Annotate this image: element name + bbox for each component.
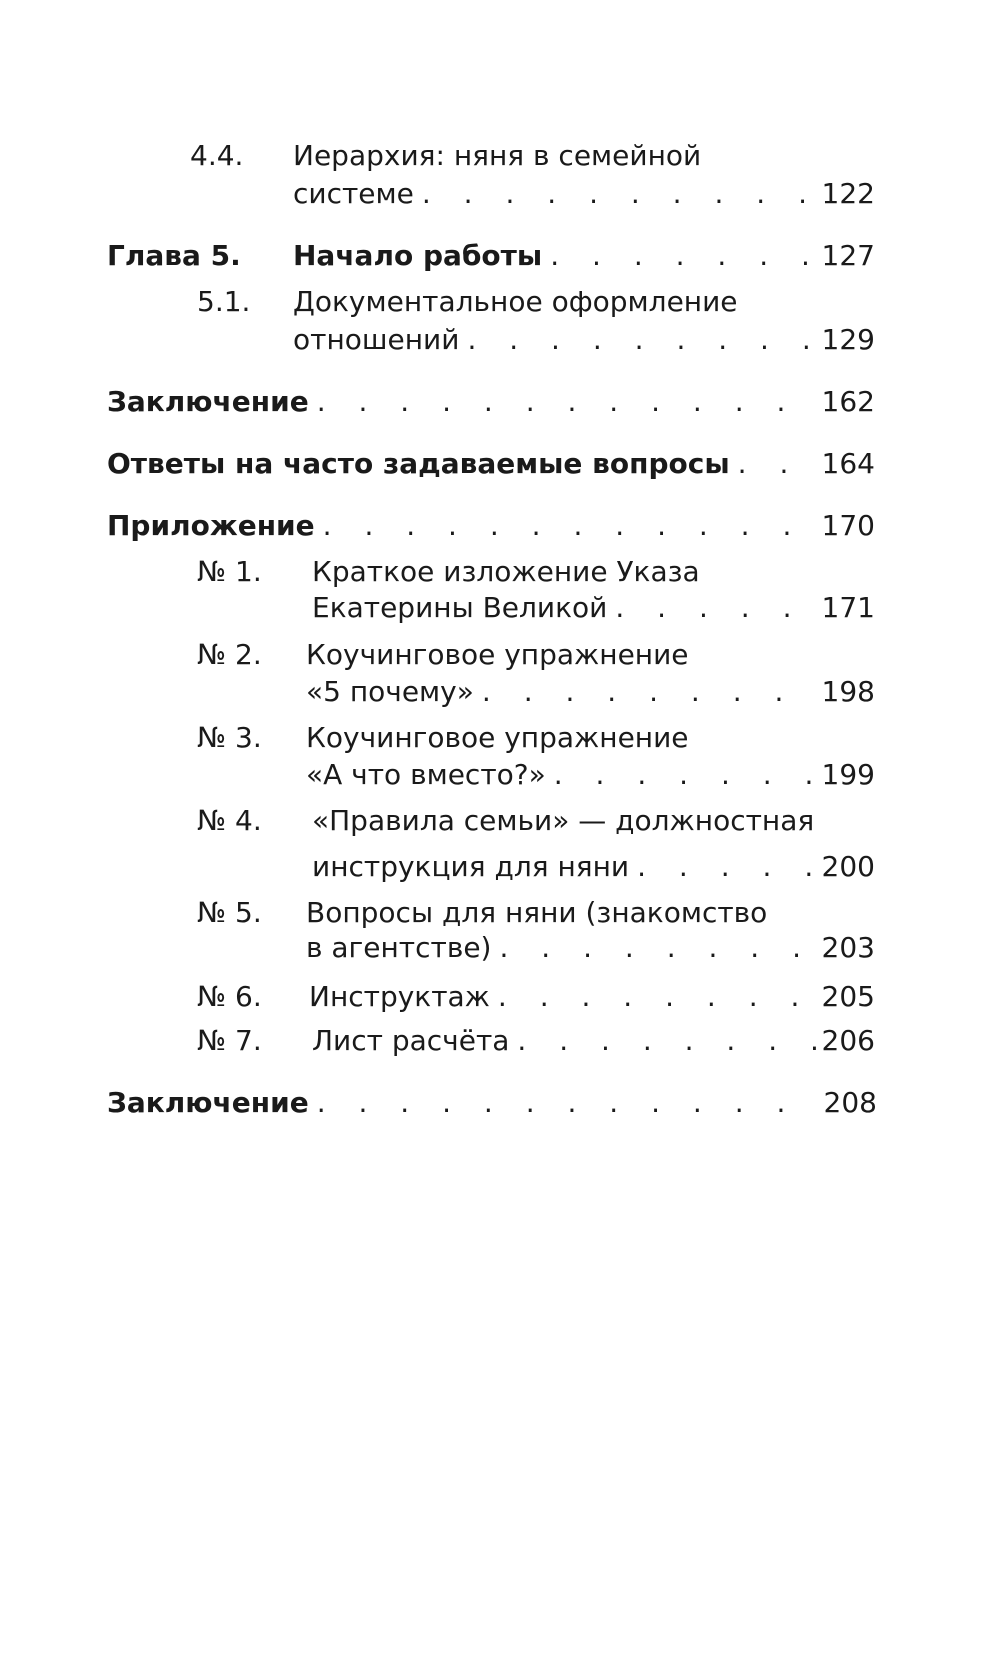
dot-leader [422,176,818,212]
appendix-title-4-line2: инструкция для няни [312,850,630,883]
toc-title-5-1-line2: отношений [293,323,460,356]
toc-entry-faq[interactable] [107,446,875,482]
appendix-title-4-line1: «Правила семьи» — должностная [312,804,815,837]
toc-entry-conclusion-final[interactable] [107,1085,877,1121]
toc-title-4-4-line2: системе [293,177,414,210]
page-number: 205 [821,980,875,1013]
dot-leader [738,446,818,482]
appendix-title-5-line2: в агентстве) [306,931,492,964]
toc-entry-appendix-2[interactable] [306,674,875,710]
section-title-conclusion-final: Заключение [107,1086,309,1119]
dot-leader [317,1085,820,1121]
appendix-number-6: № 6. [197,980,262,1013]
toc-entry-appendix-1[interactable] [312,590,875,626]
page-number: 203 [821,931,875,964]
dot-leader [482,674,818,710]
toc-entry-5-1[interactable] [293,322,875,358]
dot-leader [517,1023,817,1059]
dot-leader [554,757,818,793]
toc-entry-appendix-6[interactable] [309,979,875,1015]
toc-title-5-1-line1: Документальное оформление [293,285,738,318]
page-number: 199 [821,758,875,791]
dot-leader [498,979,818,1015]
page-number: 198 [821,675,875,708]
appendix-title-2-line1: Коучинговое упражнение [306,638,689,671]
page-number: 206 [821,1024,875,1057]
appendix-number-4: № 4. [197,804,262,837]
dot-leader [317,384,818,420]
section-title-appendix: Приложение [107,509,315,542]
appendix-title-1-line1: Краткое изложение Указа [312,555,700,588]
dot-leader [615,590,817,626]
toc-entry-appendix-4[interactable] [312,849,875,885]
appendix-title-3-line2: «А что вместо?» [306,758,546,791]
chapter-title-5: Начало работы [293,239,543,272]
section-title-faq: Ответы на часто задаваемые вопросы [107,447,730,480]
page-number: 164 [821,447,875,480]
page-number: 162 [821,385,875,418]
section-title-conclusion: Заключение [107,385,309,418]
toc-entry-appendix-7[interactable] [312,1023,875,1059]
appendix-number-2: № 2. [197,638,262,671]
page-number: 129 [821,323,875,356]
page-number: 170 [821,509,875,542]
toc-entry-appendix[interactable] [107,508,875,544]
dot-leader [637,849,817,885]
appendix-title-6: Инструктаж [309,980,490,1013]
appendix-number-1: № 1. [197,555,262,588]
page-number: 122 [821,177,875,210]
appendix-title-3-line1: Коучинговое упражнение [306,721,689,754]
toc-entry-conclusion[interactable] [107,384,875,420]
toc-title-4-4-line1: Иерархия: няня в семейной [293,139,702,172]
page-number: 200 [821,850,875,883]
toc-number-5-1: 5.1. [197,285,251,318]
appendix-title-7: Лист расчёта [312,1024,510,1057]
appendix-number-3: № 3. [197,721,262,754]
page-number: 171 [821,591,875,624]
dot-leader [550,238,817,274]
dot-leader [323,508,818,544]
appendix-number-7: № 7. [197,1024,262,1057]
dot-leader [499,930,817,966]
appendix-title-5-line1: Вопросы для няни (знакомство [306,896,768,929]
appendix-number-5: № 5. [197,896,262,929]
toc-entry-chapter-5[interactable] [293,238,875,274]
toc-entry-4-4[interactable] [293,176,875,212]
toc-entry-appendix-5[interactable] [306,930,875,966]
appendix-title-1-line2: Екатерины Великой [312,591,608,624]
toc-number-4-4: 4.4. [190,139,244,172]
chapter-label-5: Глава 5. [107,239,241,272]
appendix-title-2-line2: «5 почему» [306,675,474,708]
dot-leader [467,322,817,358]
page-number: 208 [823,1086,877,1119]
toc-entry-appendix-3[interactable] [306,757,875,793]
page-number: 127 [821,239,875,272]
